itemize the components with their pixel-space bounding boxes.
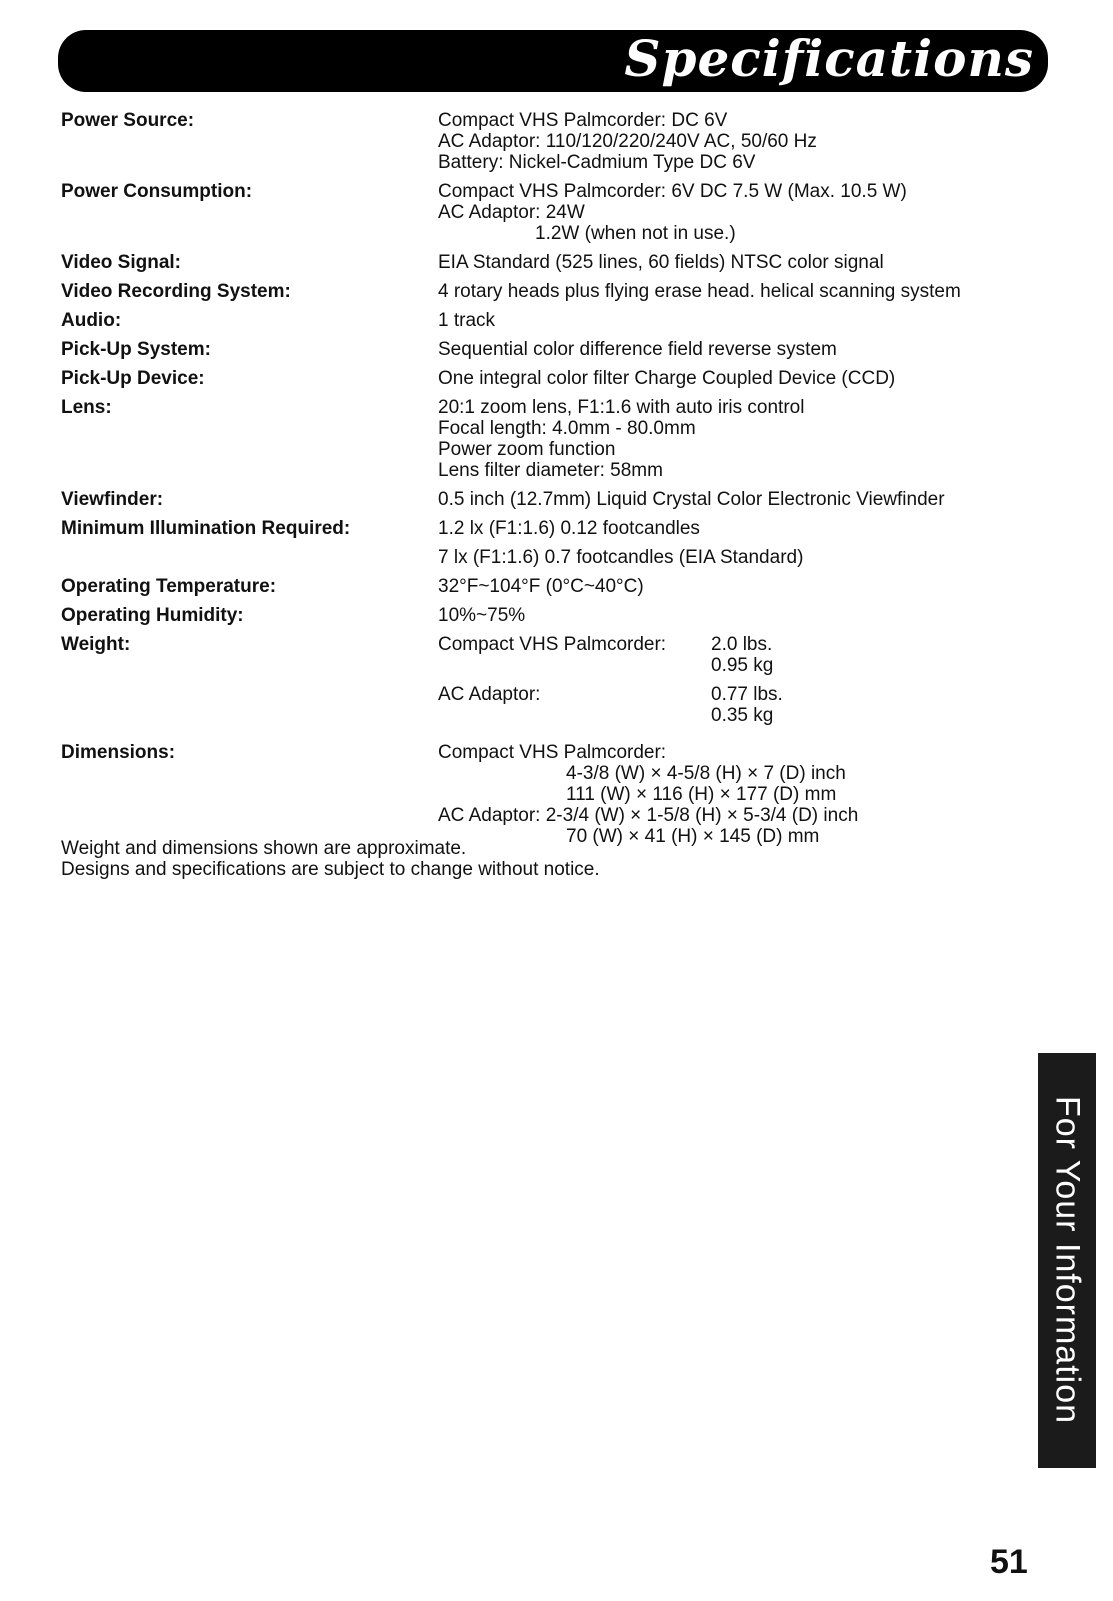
spec-value-line: 1 track bbox=[438, 310, 496, 331]
spec-row-operating-humidity bbox=[61, 605, 1061, 634]
spec-value bbox=[438, 518, 1061, 576]
spec-value-line: Compact VHS Palmcorder: bbox=[438, 742, 667, 763]
spec-value-line: 70 (W) × 41 (H) × 145 (D) mm bbox=[566, 826, 820, 847]
spec-value-line: Sequential color difference field reverse system bbox=[438, 339, 837, 360]
weight-row bbox=[438, 634, 783, 684]
side-tab-label: For Your Information bbox=[1048, 1095, 1087, 1425]
spec-value bbox=[438, 605, 1061, 634]
spec-value bbox=[438, 368, 1061, 397]
spec-label: Operating Humidity: bbox=[61, 605, 244, 626]
footnote: Weight and dimensions shown are approximate. bbox=[61, 838, 467, 859]
spec-label: Lens: bbox=[61, 397, 112, 418]
spec-value-line: AC Adaptor: 110/120/220/240V AC, 50/60 Hz bbox=[438, 131, 817, 152]
spec-row-weight bbox=[61, 634, 1061, 742]
spec-value-line: Focal length: 4.0mm - 80.0mm bbox=[438, 418, 696, 439]
spec-value-line: 7 lx (F1:1.6) 0.7 footcandles (EIA Standard) bbox=[438, 547, 804, 568]
spec-label: Power Source: bbox=[61, 110, 195, 131]
spec-row-power-source bbox=[61, 110, 1061, 181]
spec-value bbox=[438, 742, 1061, 847]
page-number: 51 bbox=[990, 1543, 1028, 1581]
weight-row bbox=[438, 684, 783, 734]
spec-label: Video Recording System: bbox=[61, 281, 291, 302]
spec-value-line: One integral color filter Charge Coupled Device (CCD) bbox=[438, 368, 896, 389]
weight-value-line: 0.77 lbs. bbox=[711, 684, 783, 705]
spec-value-line: 4 rotary heads plus flying erase head. helical scanning system bbox=[438, 281, 961, 302]
spec-value bbox=[438, 339, 1061, 368]
weight-item-label: Compact VHS Palmcorder: bbox=[438, 634, 667, 655]
spec-value-line: 32°F~104°F (0°C~40°C) bbox=[438, 576, 644, 597]
spec-value bbox=[438, 181, 1061, 252]
spec-value bbox=[438, 634, 1061, 742]
spec-row-viewfinder bbox=[61, 489, 1061, 518]
weight-value-line: 2.0 lbs. bbox=[711, 634, 773, 655]
weight-value-line: 0.95 kg bbox=[711, 655, 774, 676]
spec-value-line: 111 (W) × 116 (H) × 177 (D) mm bbox=[566, 784, 837, 805]
footnote: Designs and specifications are subject to change without notice. bbox=[61, 859, 600, 880]
spec-label: Weight: bbox=[61, 634, 131, 655]
spec-row-lens bbox=[61, 397, 1061, 489]
spec-value bbox=[438, 252, 1061, 281]
spec-row-video-recording-system bbox=[61, 281, 1061, 310]
spec-label: Audio: bbox=[61, 310, 122, 331]
spec-value bbox=[438, 489, 1061, 518]
spec-value-line: Battery: Nickel-Cadmium Type DC 6V bbox=[438, 152, 756, 173]
section-side-tab bbox=[1038, 1053, 1096, 1468]
spec-label: Pick-Up System: bbox=[61, 339, 211, 360]
spec-label: Power Consumption: bbox=[61, 181, 253, 202]
spec-label: Dimensions: bbox=[61, 742, 176, 763]
spec-value-line: Power zoom function bbox=[438, 439, 616, 460]
spec-value-line: 1.2 lx (F1:1.6) 0.12 footcandles bbox=[438, 518, 700, 539]
weight-value-line: 0.35 kg bbox=[711, 705, 774, 726]
spec-row-dimensions bbox=[61, 742, 1061, 847]
spec-value-line: 0.5 inch (12.7mm) Liquid Crystal Color Electronic Viewfinder bbox=[438, 489, 945, 510]
weight-item-value bbox=[711, 634, 783, 684]
spec-value-line: EIA Standard (525 lines, 60 fields) NTSC color signal bbox=[438, 252, 884, 273]
spec-value-line: 10%~75% bbox=[438, 605, 526, 626]
weight-item-label: AC Adaptor: bbox=[438, 684, 541, 705]
spec-value-line: AC Adaptor: 2-3/4 (W) × 1-5/8 (H) × 5-3/4 (D) inch bbox=[438, 805, 859, 826]
page-title: Specifications bbox=[624, 29, 1034, 88]
spec-value-line: AC Adaptor: 24W bbox=[438, 202, 585, 223]
header-bar bbox=[58, 30, 1048, 92]
specifications-table bbox=[61, 110, 1061, 847]
spec-value-line: 20:1 zoom lens, F1:1.6 with auto iris control bbox=[438, 397, 805, 418]
spec-label: Minimum Illumination Required: bbox=[61, 518, 351, 539]
weight-item-value bbox=[711, 684, 783, 734]
spec-value bbox=[438, 310, 1061, 339]
spec-label: Operating Temperature: bbox=[61, 576, 277, 597]
spec-label: Video Signal: bbox=[61, 252, 182, 273]
spec-row-pick-up-system bbox=[61, 339, 1061, 368]
spec-value-line: Lens filter diameter: 58mm bbox=[438, 460, 663, 481]
spec-row-audio bbox=[61, 310, 1061, 339]
spec-value-line: 1.2W (when not in use.) bbox=[535, 223, 736, 244]
spec-row-minimum-illumination bbox=[61, 518, 1061, 576]
weight-table bbox=[438, 634, 783, 734]
spec-row-power-consumption bbox=[61, 181, 1061, 252]
spec-row-pick-up-device bbox=[61, 368, 1061, 397]
spec-value bbox=[438, 397, 1061, 489]
spec-value-line: Compact VHS Palmcorder: 6V DC 7.5 W (Max. 10.5 W) bbox=[438, 181, 907, 202]
spec-label: Pick-Up Device: bbox=[61, 368, 205, 389]
footnotes bbox=[61, 838, 600, 880]
spec-value-line: 4-3/8 (W) × 4-5/8 (H) × 7 (D) inch bbox=[566, 763, 846, 784]
spec-value bbox=[438, 576, 1061, 605]
spec-value bbox=[438, 281, 1061, 310]
spec-row-operating-temperature bbox=[61, 576, 1061, 605]
spec-row-video-signal bbox=[61, 252, 1061, 281]
spec-value bbox=[438, 110, 1061, 181]
spec-value-line: Compact VHS Palmcorder: DC 6V bbox=[438, 110, 728, 131]
spec-label: Viewfinder: bbox=[61, 489, 164, 510]
